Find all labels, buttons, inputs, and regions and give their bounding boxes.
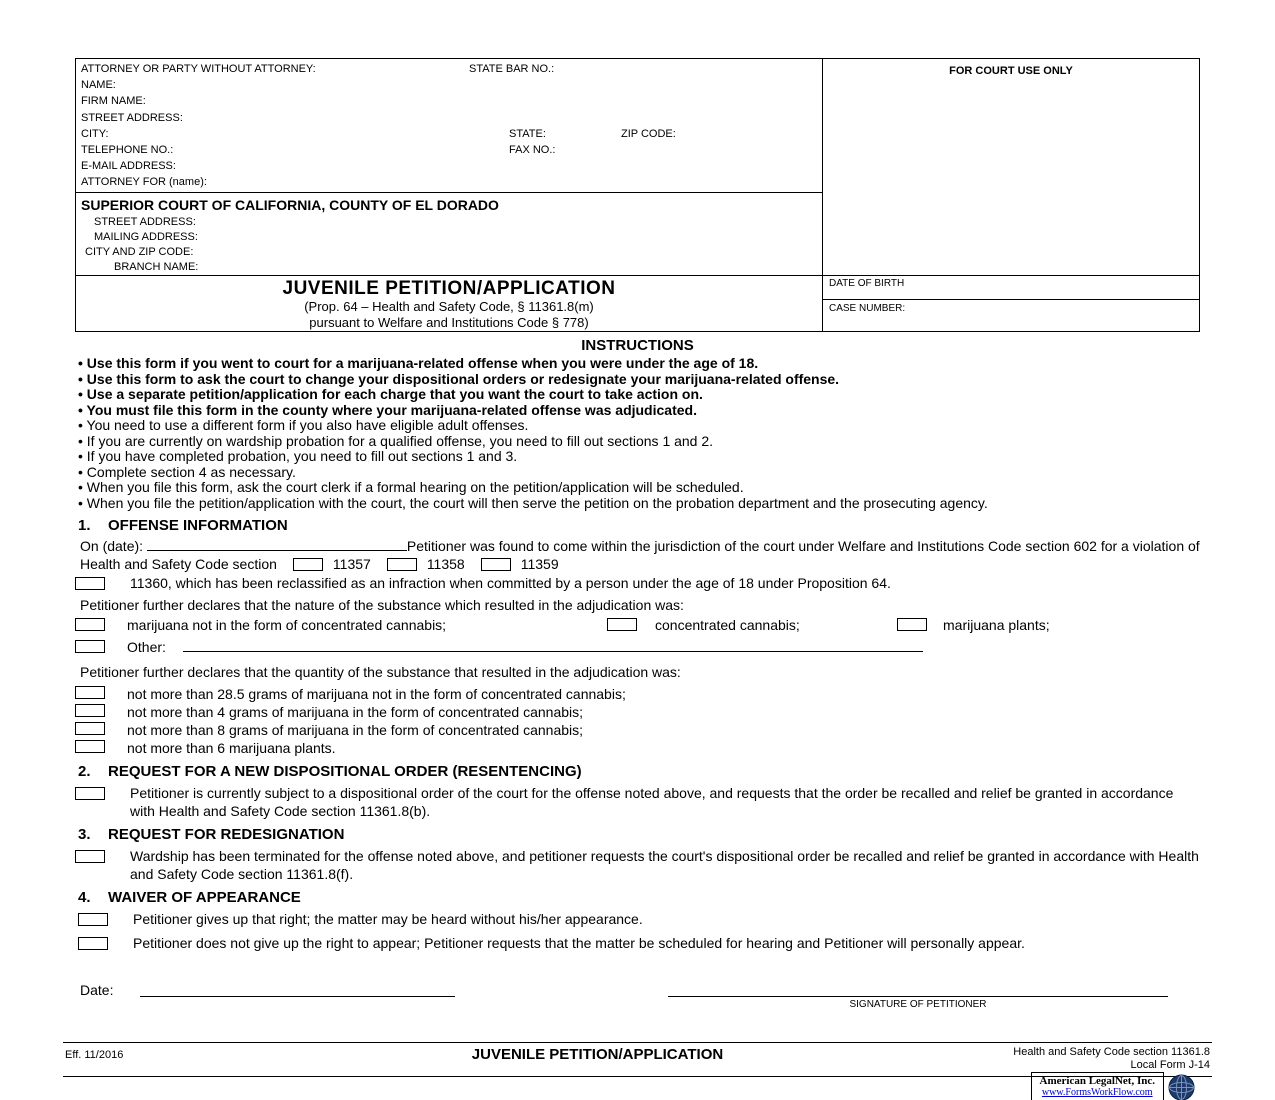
form-body: [75, 332, 1200, 952]
other-fill-line[interactable]: [183, 651, 923, 652]
checkbox-other[interactable]: [75, 640, 105, 653]
form-subtitle-line2: pursuant to Welfare and Institutions Code § 778): [309, 314, 589, 330]
nature-option3-label: marijuana plants;: [943, 617, 1050, 633]
instruction-item: • Use a separate petition/application for each charge that you want the court to take action on.: [78, 386, 703, 402]
signature-caption: SIGNATURE OF PETITIONER: [849, 999, 987, 1010]
section1-heading: [75, 517, 1200, 535]
legalnet-company-name: American LegalNet, Inc.: [1039, 1075, 1155, 1087]
court-mailing-label: MAILING ADDRESS:: [94, 231, 198, 243]
on-date-label: On (date):: [80, 538, 144, 554]
header-right-column: [823, 59, 1199, 331]
nature-options-row: [75, 616, 1200, 636]
instruction-item: • When you file this form, ask the court clerk if a formal hearing on the petition/application will be scheduled.: [78, 479, 744, 495]
city-state-zip-field-row[interactable]: [81, 128, 822, 144]
instruction-item: • If you are currently on wardship probation for a qualified offense, you need to fill out sections 1 and 2.: [78, 432, 714, 449]
header-left-column: [76, 59, 823, 331]
waiver-option1-row: [75, 910, 1200, 928]
section1-title: OFFENSE INFORMATION: [108, 517, 288, 534]
attorney-info-box: [76, 59, 822, 193]
form-header: [75, 58, 1200, 332]
court-title: SUPERIOR COURT OF CALIFORNIA, COUNTY OF EL DORADO: [81, 197, 499, 213]
checkbox-marijuana-not-concentrated[interactable]: [75, 618, 105, 631]
checkbox-4-grams[interactable]: [75, 704, 105, 717]
attorney-row[interactable]: [81, 63, 822, 79]
quantity-option-row: [75, 685, 1200, 703]
checkbox-11360[interactable]: [75, 577, 105, 590]
name-label: NAME:: [81, 79, 116, 92]
zip-code-label: ZIP CODE:: [621, 127, 676, 140]
fax-label: FAX NO.:: [509, 143, 556, 156]
instruction-item: • You must file this form in the county where your marijuana-related offense was adjudicated.: [78, 401, 697, 418]
instruction-item: • Complete section 4 as necessary.: [78, 463, 296, 480]
court-address-box: [76, 193, 822, 276]
email-field-row[interactable]: [81, 160, 822, 176]
code-11357-label: 11357: [332, 556, 371, 572]
globe-icon: [1168, 1074, 1195, 1100]
section4-heading: [75, 889, 1200, 907]
name-field-row[interactable]: [81, 79, 822, 95]
court-use-only-label: FOR COURT USE ONLY: [949, 65, 1073, 77]
court-city-zip-field-row[interactable]: [81, 246, 822, 261]
firm-name-label: FIRM NAME:: [81, 95, 146, 108]
quantity-option4-label: not more than 6 marijuana plants.: [127, 740, 336, 756]
instruction-item: • If you have completed probation, you need to fill out sections 1 and 3.: [78, 448, 518, 464]
checkbox-28-5-grams[interactable]: [75, 686, 105, 699]
section3-number: 3.: [78, 826, 91, 843]
section2-heading: [75, 763, 1200, 781]
checkbox-11357[interactable]: [293, 558, 323, 571]
signature-line[interactable]: [668, 996, 1168, 997]
section1-number: 1.: [78, 517, 91, 534]
form-title: JUVENILE PETITION/APPLICATION: [282, 278, 616, 299]
legalnet-badge-box: [1031, 1072, 1164, 1100]
offense-info-paragraph: [75, 537, 1200, 573]
nature-option2-label: concentrated cannabis;: [655, 617, 800, 633]
case-number-label: CASE NUMBER:: [829, 303, 906, 314]
signature-area: [75, 982, 1200, 1022]
section2-number: 2.: [78, 763, 91, 780]
attorney-label: ATTORNEY OR PARTY WITHOUT ATTORNEY:: [81, 63, 316, 75]
effective-date: Eff. 11/2016: [65, 1049, 124, 1061]
offense-intro-text: Petitioner was found to come within the jurisdiction of the court under Welfare and Institutions Code section 602 for a violation of Health and Safety Code section: [80, 538, 1200, 572]
resentencing-request-row: [75, 784, 1200, 820]
waiver-option2-text: Petitioner does not give up the right to appear; Petitioner requests that the matter be scheduled for hearing and Petitioner will personally appear.: [133, 935, 1025, 951]
court-street-field-row[interactable]: [81, 216, 822, 231]
telephone-label: TELEPHONE NO.:: [81, 143, 174, 156]
street-address-label: STREET ADDRESS:: [81, 111, 183, 124]
firm-name-field-row[interactable]: [81, 95, 822, 111]
offense-date-line[interactable]: [147, 538, 407, 551]
checkbox-11359[interactable]: [481, 558, 511, 571]
state-label: STATE:: [509, 127, 546, 140]
section4-number: 4.: [78, 889, 91, 906]
quantity-option-row: [75, 721, 1200, 739]
street-address-field-row[interactable]: [81, 112, 822, 128]
instructions-title: INSTRUCTIONS: [581, 337, 694, 354]
waiver-option1-text: Petitioner gives up that right; the matter may be heard without his/her appearance.: [133, 911, 643, 927]
other-label: Other:: [127, 639, 166, 655]
checkbox-concentrated-cannabis[interactable]: [607, 618, 637, 631]
checkbox-6-plants[interactable]: [75, 740, 105, 753]
court-street-label: STREET ADDRESS:: [94, 216, 196, 228]
instruction-item: • Use this form to ask the court to change your dispositional orders or redesignate your marijuana-related offense.: [78, 370, 840, 387]
court-use-only-box: [823, 59, 1199, 276]
form-content: [75, 58, 1200, 952]
quantity-option-row: [75, 703, 1200, 721]
checkbox-resentencing[interactable]: [75, 787, 105, 800]
checkbox-waive-appearance[interactable]: [78, 913, 108, 926]
code-11360-row: [75, 574, 1200, 592]
section4-title: WAIVER OF APPEARANCE: [108, 889, 301, 906]
formsworkflow-link[interactable]: www.FormsWorkFlow.com: [1041, 1087, 1153, 1098]
date-fill-line[interactable]: [140, 996, 455, 997]
date-of-birth-box[interactable]: [823, 276, 1199, 300]
nature-option1-label: marijuana not in the form of concentrated cannabis;: [127, 617, 447, 633]
code-11360-text: 11360, which has been reclassified as an infraction when committed by a person under the age of 18 under Proposition 64.: [130, 575, 891, 591]
form-title-box: [76, 276, 822, 331]
section3-heading: [75, 826, 1200, 844]
quantity-option3-label: not more than 8 grams of marijuana in the form of concentrated cannabis;: [127, 722, 584, 738]
quantity-option1-label: not more than 28.5 grams of marijuana not in the form of concentrated cannabis;: [127, 686, 626, 702]
court-branch-field-row[interactable]: [81, 261, 822, 276]
form-subtitle-line1: (Prop. 64 – Health and Safety Code, § 11361.8(m): [304, 299, 594, 314]
nature-intro: Petitioner further declares that the nature of the substance which resulted in the adjudication was:: [80, 597, 684, 613]
date-of-birth-label: DATE OF BIRTH: [829, 278, 905, 289]
email-label: E-MAIL ADDRESS:: [81, 160, 176, 173]
quantity-option2-label: not more than 4 grams of marijuana in the form of concentrated cannabis;: [127, 704, 584, 720]
resentencing-text: Petitioner is currently subject to a dispositional order of the court for the offense noted above, and requests that the order be recalled and relief be granted in accordance with Health and Safety Code section 11361.8(b).: [130, 785, 1174, 819]
code-11358-label: 11358: [426, 556, 465, 572]
redesignation-request-row: [75, 847, 1200, 883]
waiver-option2-row: [75, 934, 1200, 952]
court-city-zip-label: CITY AND ZIP CODE:: [85, 246, 194, 258]
attorney-for-field-row[interactable]: [81, 176, 822, 192]
footer-form-number: Local Form J-14: [1130, 1059, 1210, 1071]
footer-code-reference: Health and Safety Code section 11361.8: [1013, 1046, 1210, 1058]
section3-title: REQUEST FOR REDESIGNATION: [108, 826, 345, 843]
checkbox-redesignation[interactable]: [75, 850, 105, 863]
instruction-item: • Use this form if you went to court for a marijuana-related offense when you were under the age of 18.: [78, 355, 759, 371]
date-label: Date:: [80, 982, 114, 998]
state-bar-label: STATE BAR NO.:: [469, 63, 555, 75]
checkbox-request-hearing[interactable]: [78, 937, 108, 950]
section2-title: REQUEST FOR A NEW DISPOSITIONAL ORDER (RESENTENCING): [108, 763, 582, 780]
city-label: CITY:: [81, 127, 109, 140]
instruction-item: • You need to use a different form if you also have eligible adult offenses.: [78, 417, 529, 433]
instruction-item: • When you file the petition/application with the court, the court will then serve the petition on the probation department and the prosecuting agency.: [78, 494, 988, 511]
quantity-option-row: [75, 739, 1200, 757]
code-11359-label: 11359: [520, 556, 559, 572]
court-branch-label: BRANCH NAME:: [114, 261, 199, 273]
redesignation-text: Wardship has been terminated for the offense noted above, and petitioner requests the court's dispositional order be recalled and relief be granted in accordance with Health and Safety Code section 11361.8(f).: [130, 848, 1199, 882]
attorney-for-label: ATTORNEY FOR (name):: [81, 176, 207, 189]
quantity-intro: Petitioner further declares that the quantity of the substance that resulted in the adjudication was:: [80, 664, 681, 680]
legalnet-badge: [1031, 1072, 1195, 1100]
footer-form-title: JUVENILE PETITION/APPLICATION: [471, 1046, 724, 1063]
checkbox-8-grams[interactable]: [75, 722, 105, 735]
other-option-row: [75, 638, 1200, 658]
checkbox-11358[interactable]: [387, 558, 417, 571]
checkbox-marijuana-plants[interactable]: [897, 618, 927, 631]
court-mailing-field-row[interactable]: [81, 231, 822, 246]
footer-right-block: [930, 1046, 1210, 1072]
case-number-box[interactable]: [823, 300, 1199, 331]
telephone-fax-field-row[interactable]: [81, 144, 822, 160]
